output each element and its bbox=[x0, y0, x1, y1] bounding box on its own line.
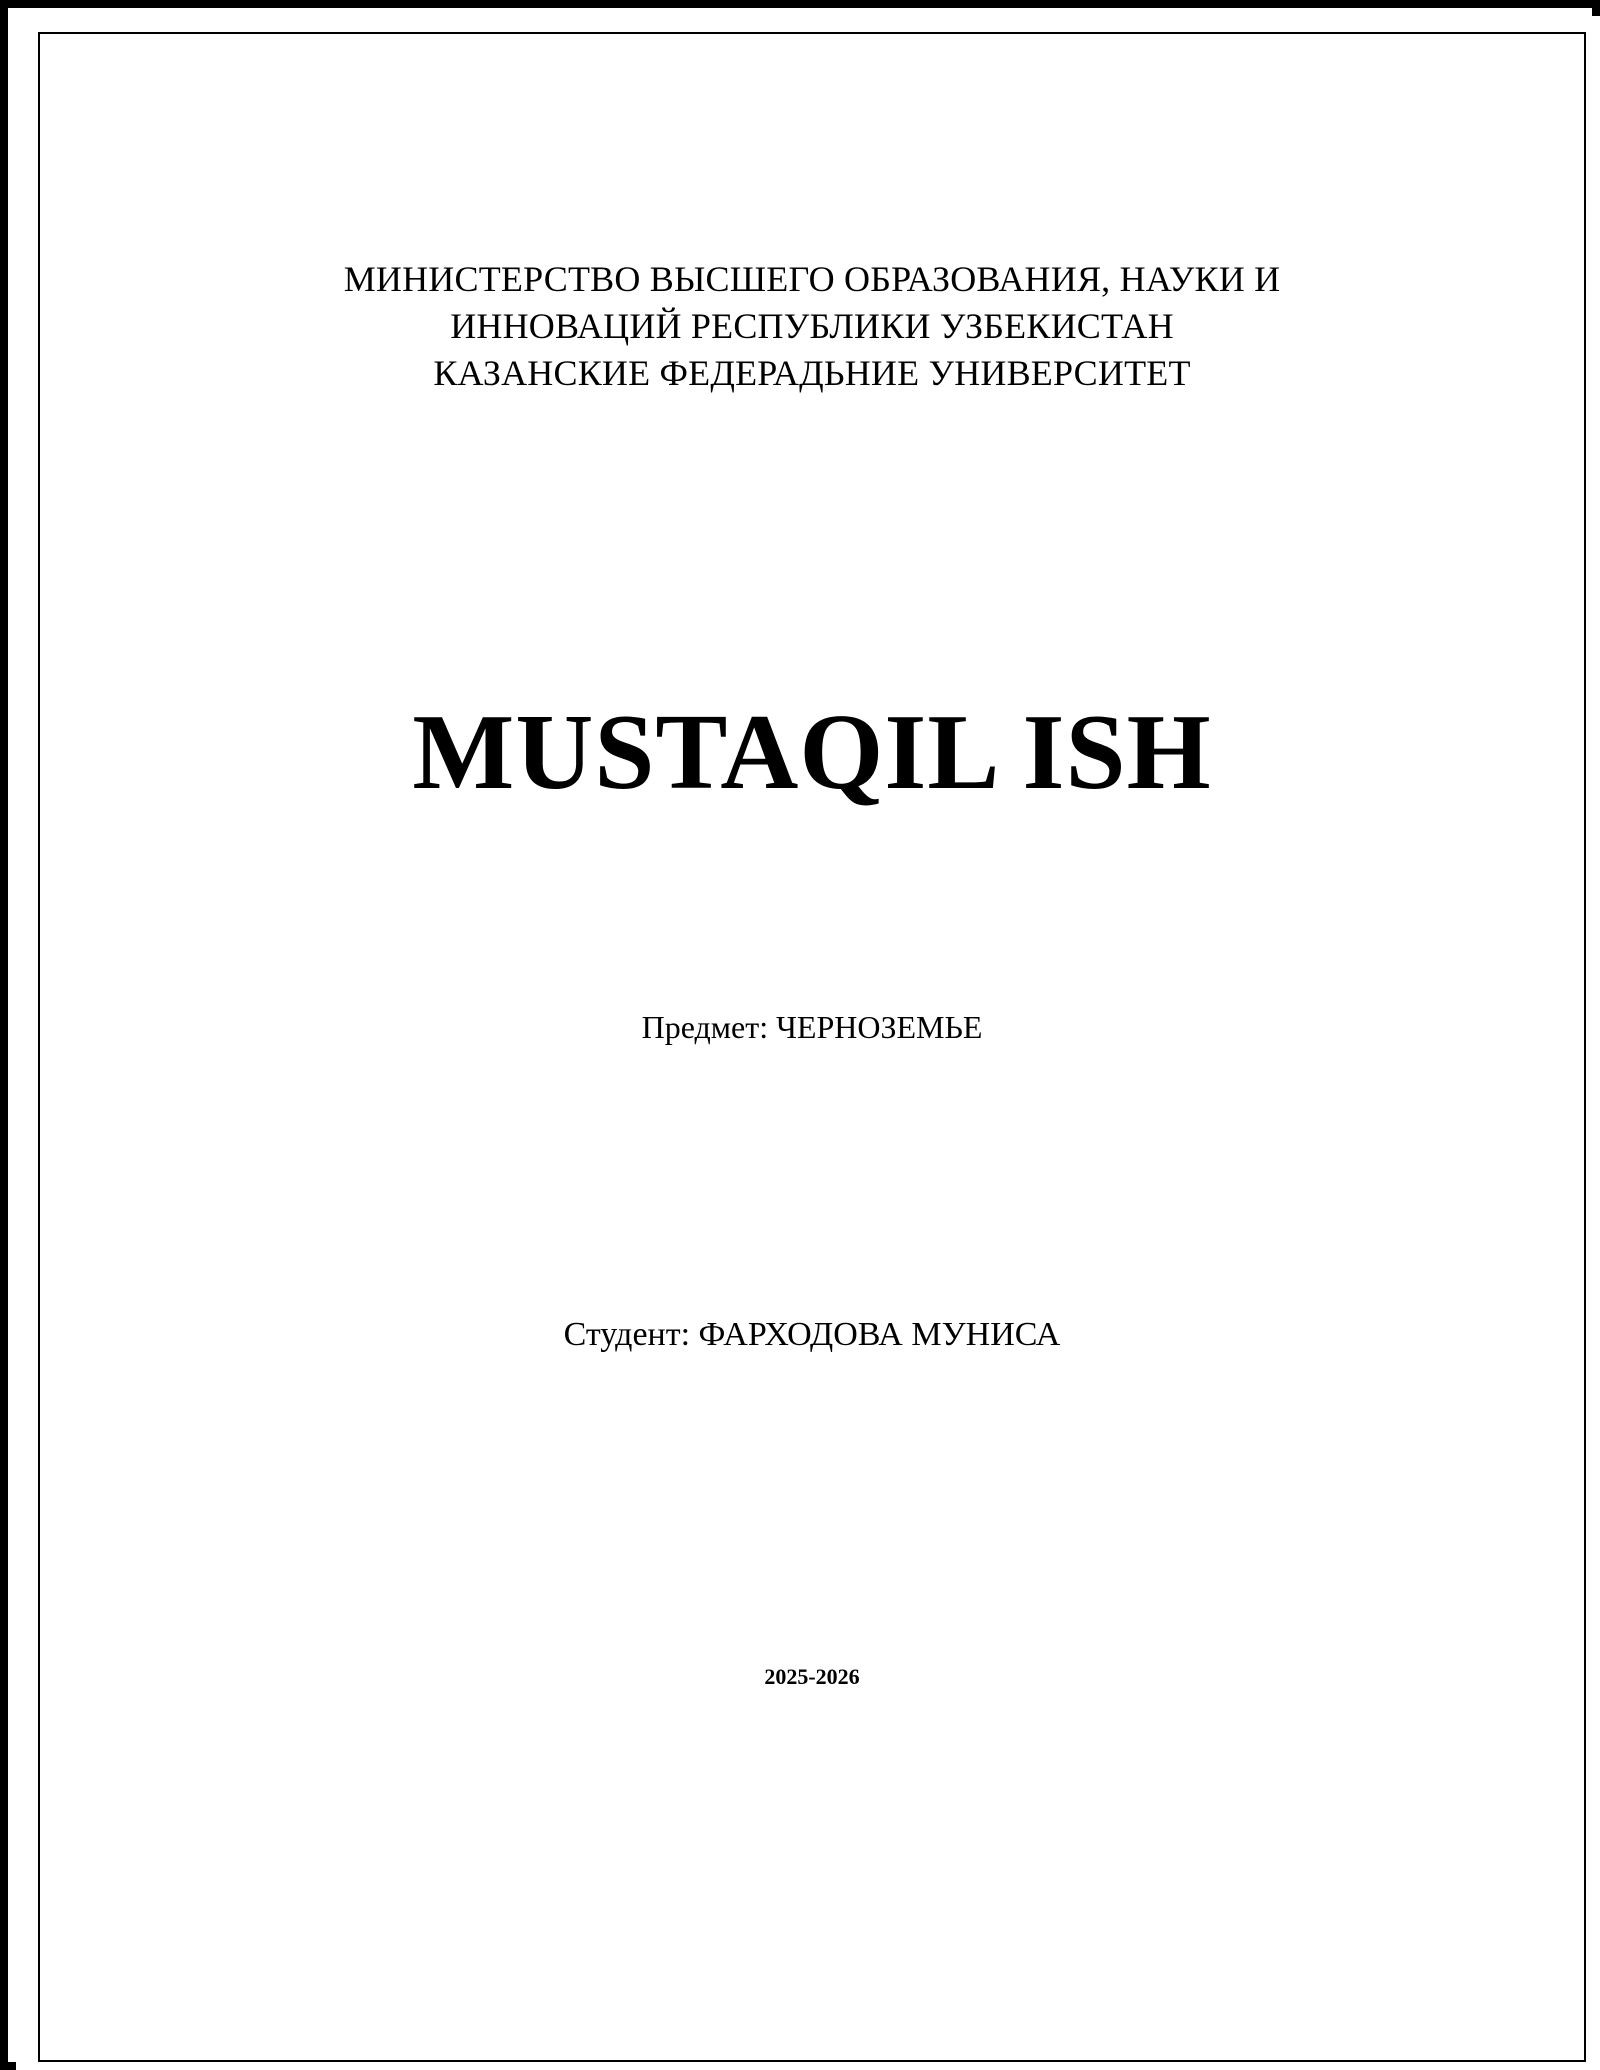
ministry-header-line-3: КАЗАНСКИЕ ФЕДЕРАДЬНИЕ УНИВЕРСИТЕТ bbox=[433, 352, 1191, 393]
ministry-header-line-1: МИНИСТЕРСТВО ВЫСШЕГО ОБРАЗОВАНИЯ, НАУКИ И bbox=[343, 259, 1281, 299]
title-page-content bbox=[40, 34, 1584, 2060]
academic-year-label: 2025-2026 bbox=[764, 1664, 860, 1689]
page-inner-margin bbox=[16, 16, 1600, 2070]
ministry-header bbox=[222, 256, 1402, 396]
document-sheet bbox=[38, 32, 1586, 2062]
student-label: Студент: ФАРХОДОВА МУНИСА bbox=[563, 1316, 1061, 1353]
subject-label: Предмет: ЧЕРНОЗЕМЬЕ bbox=[641, 1009, 983, 1045]
ministry-header-line-2: ИННОВАЦИЙ РЕСПУБЛИКИ УЗБЕКИСТАН bbox=[450, 305, 1174, 346]
page-title: MUSTAQIL ISH bbox=[412, 693, 1212, 812]
